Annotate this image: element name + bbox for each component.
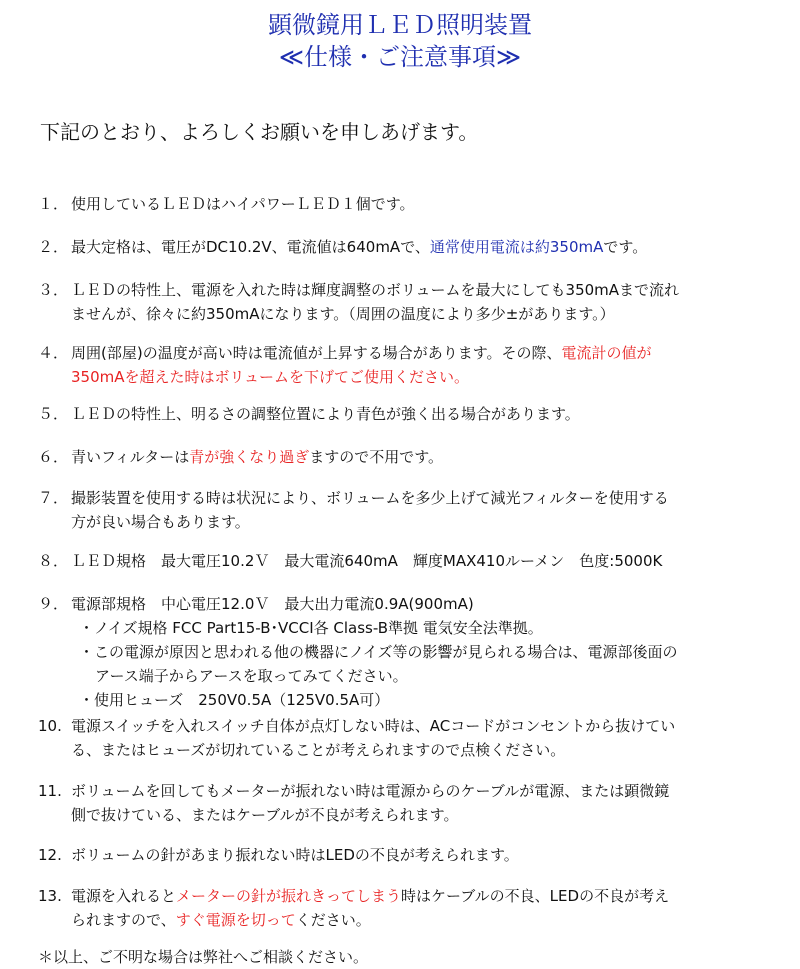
item-text-part: ますので不用です。	[309, 448, 444, 466]
item-text	[71, 445, 788, 469]
item-text	[71, 486, 788, 534]
red-highlight: メーターの針が振れきってしまう	[176, 887, 402, 905]
list-item-9	[38, 592, 788, 712]
sub-item: ・ノイズ規格 FCC Part15-B･VCCI各 Class-B準拠 電気安全法準拠。	[79, 619, 543, 637]
item-line: 側で抜けている、またはケーブルが不良が考えられます。	[71, 806, 459, 824]
item-number: １．	[38, 195, 69, 213]
item-line: 電源部規格 中心電圧12.0Ｖ 最大出力電流0.9A(900mA)	[71, 595, 474, 613]
list-item-11	[38, 779, 788, 827]
item-text-part: 電源を入れると	[71, 887, 177, 905]
item-text-part: 時はケーブルの不良、LEDの不良が考え	[401, 887, 670, 905]
item-text	[71, 884, 788, 932]
item-text: ボリュームの針があまり振れない時はLEDの不良が考えられます。	[71, 846, 519, 864]
red-highlight: 青が強くなり過ぎ	[189, 448, 310, 466]
item-text-part: られますので、	[71, 911, 176, 929]
item-number: ９．	[38, 595, 69, 613]
item-number: 13.	[38, 887, 62, 905]
document-title: 顕微鏡用ＬＥＤ照明装置	[268, 11, 532, 39]
list-item-8	[38, 549, 788, 573]
document-subtitle: ≪仕様・ご注意事項≫	[278, 43, 522, 71]
list-item-13	[38, 884, 788, 932]
list-item-2	[38, 235, 788, 259]
item-number: ２．	[38, 238, 69, 256]
sub-item-continuation: アース端子からアースを取ってみてください。	[95, 667, 408, 685]
list-item-4	[38, 341, 788, 389]
red-highlight: すぐ電源を切って	[175, 911, 296, 929]
item-text	[71, 341, 788, 389]
item-text-part: ください。	[295, 911, 371, 929]
item-text: ＬＥＤの特性上、明るさの調整位置により青色が強く出る場合があります。	[71, 405, 580, 423]
item-line: ＬＥＤの特性上、電源を入れた時は輝度調整のボリュームを最大にしても350mAまで流れ	[71, 281, 680, 299]
item-number: ４．	[38, 344, 69, 362]
item-number: ３．	[38, 281, 69, 299]
red-highlight: 350mAを超えた時はボリュームを下げてご使用ください。	[71, 368, 470, 386]
item-line	[71, 884, 788, 908]
sub-item: ・使用ヒューズ 250V0.5A（125V0.5A可）	[79, 691, 390, 709]
item-number: 12.	[38, 846, 62, 864]
item-line: 電源スイッチを入れスイッチ自体が点灯しない時は、ACコードがコンセントから抜けてい	[71, 717, 676, 735]
item-text-part: 青いフィルターは	[71, 448, 190, 466]
item-number: ５．	[38, 405, 69, 423]
sub-item: ・この電源が原因と思われる他の機器にノイズ等の影響が見られる場合は、電源部後面の	[79, 643, 678, 661]
item-text	[71, 714, 788, 762]
list-item-1	[38, 192, 788, 216]
item-number: 10.	[38, 717, 62, 735]
item-number: ７．	[38, 489, 69, 507]
item-text: ＬＥＤ規格 最大電圧10.2Ｖ 最大電流640mA 輝度MAX410ルーメン 色度:5000K	[71, 552, 663, 570]
item-line: ませんが、徐々に約350mAになります。（周囲の温度により多少±があります。）	[71, 305, 615, 323]
item-text	[71, 235, 788, 259]
item-text	[71, 592, 788, 712]
item-line: ボリュームを回してもメーターが振れない時は電源からのケーブルが電源、または顕微鏡	[71, 782, 670, 800]
blue-highlight: 通常使用電流は約350mA	[429, 238, 604, 256]
red-highlight: 電流計の値が	[561, 344, 652, 362]
item-line	[71, 341, 788, 365]
item-text-part: です。	[603, 238, 648, 256]
item-line	[71, 908, 788, 932]
list-item-10	[38, 714, 788, 762]
footer-note: ＊以上、ご不明な場合は弊社へご相談ください。	[38, 948, 369, 966]
item-text-part: 最大定格は、電圧がDC10.2V、電流値は640mAで、	[71, 238, 430, 256]
item-text	[71, 779, 788, 827]
list-item-3	[38, 278, 788, 326]
item-line: る、またはヒューズが切れていることが考えられますので点検ください。	[71, 741, 566, 759]
item-number: ８．	[38, 552, 69, 570]
item-number: 11.	[38, 782, 62, 800]
item-text-part: 周囲(部屋)の温度が高い時は電流値が上昇する場合があります。その際、	[71, 344, 562, 362]
item-line: 撮影装置を使用する時は状況により、ボリュームを多少上げて減光フィルターを使用する	[71, 489, 669, 507]
item-text: 使用しているＬＥＤはハイパワーＬＥＤ１個です。	[71, 195, 415, 213]
list-item-12	[38, 843, 788, 867]
intro-text: 下記のとおり、よろしくお願いを申しあげます。	[40, 120, 479, 144]
item-line: 方が良い場合もあります。	[71, 513, 250, 531]
item-text	[71, 278, 788, 326]
list-item-6	[38, 445, 788, 469]
list-item-5	[38, 402, 788, 426]
item-number: ６．	[38, 448, 69, 466]
list-item-7	[38, 486, 788, 534]
